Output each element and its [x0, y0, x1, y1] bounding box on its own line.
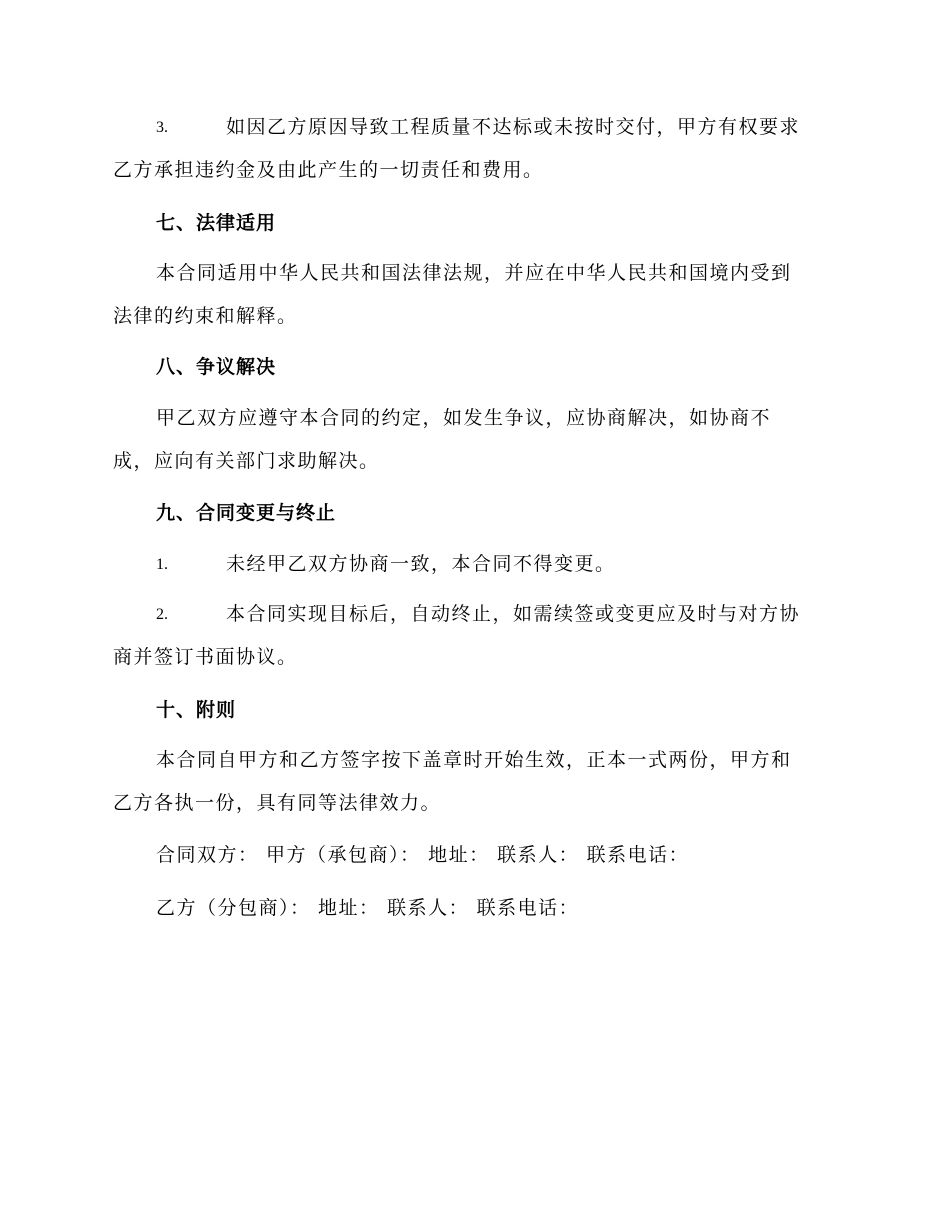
section-7-text-line-1: 本合同适用中华人民共和国法律法规，并应在中华人民共和国境内受到 [156, 262, 792, 284]
section-8-text-line-2: 成，应向有关部门求助解决。 [113, 450, 380, 472]
item-number-3: 3. [156, 119, 168, 136]
item-3-text-line-2: 乙方承担违约金及由此产生的一切责任和费用。 [113, 159, 544, 181]
section-9-heading: 九、合同变更与终止 [156, 502, 337, 524]
item-number-1: 1. [156, 556, 168, 573]
parties-line-1: 合同双方： 甲方（承包商）： 地址： 联系人： 联系电话： [156, 844, 690, 866]
section-10-heading: 十、附则 [156, 699, 237, 721]
section-7-text-line-2: 法律的约束和解释。 [113, 305, 298, 327]
section-7-heading: 七、法律适用 [156, 212, 277, 234]
section-9-item-2-text-line-1: 本合同实现目标后，自动终止，如需续签或变更应及时与对方协 [226, 603, 801, 625]
parties-line-2: 乙方（分包商）： 地址： 联系人： 联系电话： [156, 897, 580, 919]
section-10-text-line-2: 乙方各执一份，具有同等法律效力。 [113, 792, 442, 814]
section-8-text-line-1: 甲乙双方应遵守本合同的约定，如发生争议，应协商解决，如协商不 [156, 407, 772, 429]
item-3-text-line-1: 如因乙方原因导致工程质量不达标或未按时交付，甲方有权要求 [226, 116, 801, 138]
section-9-item-2-text-line-2: 商并签订书面协议。 [113, 646, 298, 668]
section-9-item-1-text: 未经甲乙双方协商一致，本合同不得变更。 [226, 553, 616, 575]
section-8-heading: 八、争议解决 [156, 356, 277, 378]
section-10-text-line-1: 本合同自甲方和乙方签字按下盖章时开始生效，正本一式两份，甲方和 [156, 749, 792, 771]
item-number-2: 2. [156, 606, 168, 623]
